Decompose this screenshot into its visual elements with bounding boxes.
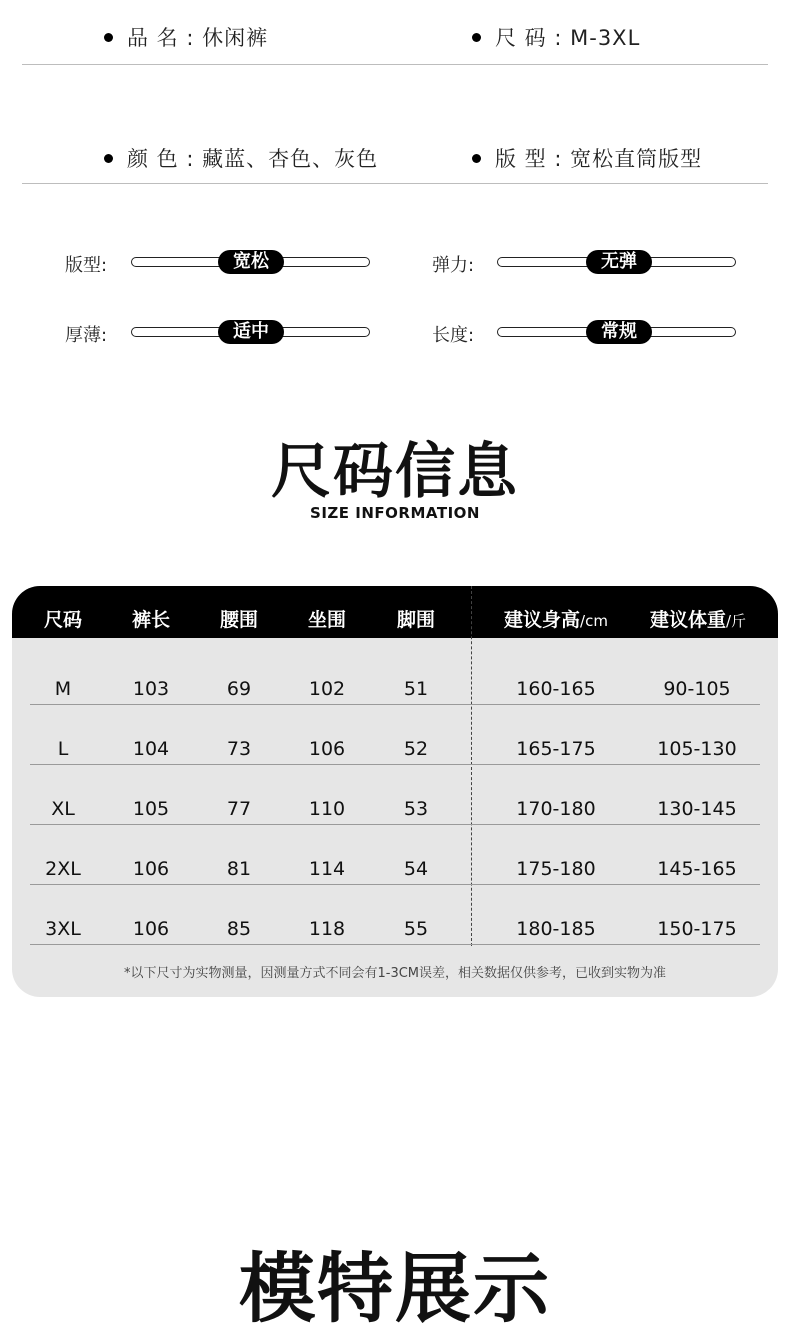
cell-size: L bbox=[57, 738, 69, 760]
bullet-dot-icon bbox=[472, 33, 481, 42]
attr-indicator-length: 常规 bbox=[586, 320, 652, 344]
cell-hip: 118 bbox=[308, 918, 346, 940]
attr-label-length: 长度: bbox=[432, 325, 475, 346]
row-divider bbox=[30, 944, 760, 945]
cell-height: 170-180 bbox=[516, 798, 596, 820]
info-item-fit: 版 型 : 宽松直筒版型 bbox=[472, 143, 702, 173]
cell-waist: 73 bbox=[226, 738, 252, 760]
size-section-title: 尺码信息 bbox=[271, 437, 519, 507]
cell-hip: 114 bbox=[308, 858, 346, 880]
divider bbox=[22, 64, 768, 65]
attr-indicator-thickness: 适中 bbox=[218, 320, 284, 344]
table-row bbox=[12, 765, 778, 825]
header-size: 尺码 bbox=[43, 609, 82, 631]
cell-hem: 53 bbox=[403, 798, 429, 820]
table-row bbox=[12, 705, 778, 765]
info-value: 休闲裤 bbox=[202, 26, 269, 50]
cell-waist: 85 bbox=[226, 918, 252, 940]
cell-hip: 110 bbox=[308, 798, 346, 820]
size-table bbox=[12, 586, 778, 997]
cell-weight: 150-175 bbox=[657, 918, 737, 940]
info-label: 颜 色 bbox=[127, 147, 179, 171]
cell-height: 165-175 bbox=[516, 738, 596, 760]
cell-hem: 52 bbox=[403, 738, 429, 760]
cell-waist: 81 bbox=[226, 858, 252, 880]
cell-length: 106 bbox=[132, 918, 170, 940]
info-item-size: 尺 码 : M-3XL bbox=[472, 22, 640, 52]
cell-length: 105 bbox=[132, 798, 170, 820]
size-table-header bbox=[12, 586, 778, 638]
size-section-subtitle: SIZE INFORMATION bbox=[310, 504, 480, 522]
cell-hip: 106 bbox=[308, 738, 346, 760]
cell-weight: 90-105 bbox=[663, 678, 731, 700]
info-item-color: 颜 色 : 藏蓝、杏色、灰色 bbox=[104, 143, 378, 173]
divider bbox=[22, 183, 768, 184]
info-label: 版 型 bbox=[495, 147, 547, 171]
cell-length: 104 bbox=[132, 738, 170, 760]
cell-waist: 77 bbox=[226, 798, 252, 820]
attr-indicator-elasticity: 无弹 bbox=[586, 250, 652, 274]
header-weight: 建议体重/斤 bbox=[649, 609, 747, 631]
cell-size: 2XL bbox=[45, 858, 81, 880]
info-value: 藏蓝、杏色、灰色 bbox=[202, 147, 379, 171]
bullet-dot-icon bbox=[104, 33, 113, 42]
info-value: 宽松直筒版型 bbox=[570, 147, 703, 171]
table-row bbox=[12, 825, 778, 885]
header-height: 建议身高/cm bbox=[504, 609, 608, 631]
header-waist: 腰围 bbox=[219, 609, 258, 631]
header-length: 裤长 bbox=[131, 609, 170, 631]
cell-size: 3XL bbox=[45, 918, 81, 940]
table-row bbox=[12, 645, 778, 705]
bullet-dot-icon bbox=[104, 154, 113, 163]
cell-length: 103 bbox=[132, 678, 170, 700]
attr-label-thickness: 厚薄: bbox=[65, 325, 108, 346]
cell-hem: 54 bbox=[403, 858, 429, 880]
cell-height: 175-180 bbox=[516, 858, 596, 880]
bullet-dot-icon bbox=[472, 154, 481, 163]
info-value: M-3XL bbox=[570, 26, 641, 50]
attr-label-fit: 版型: bbox=[65, 255, 108, 276]
cell-length: 106 bbox=[132, 858, 170, 880]
cell-height: 180-185 bbox=[516, 918, 596, 940]
header-hip: 坐围 bbox=[307, 609, 346, 631]
cell-waist: 69 bbox=[226, 678, 252, 700]
model-section-title: 模特展示 bbox=[239, 1244, 551, 1333]
info-label: 尺 码 bbox=[495, 26, 547, 50]
cell-weight: 130-145 bbox=[657, 798, 737, 820]
cell-hip: 102 bbox=[308, 678, 346, 700]
info-label: 品 名 bbox=[127, 26, 179, 50]
cell-hem: 51 bbox=[403, 678, 429, 700]
cell-weight: 145-165 bbox=[657, 858, 737, 880]
cell-size: M bbox=[54, 678, 72, 700]
attr-label-elasticity: 弹力: bbox=[432, 255, 475, 276]
attr-indicator-fit: 宽松 bbox=[218, 250, 284, 274]
header-hem: 脚围 bbox=[396, 609, 435, 631]
cell-weight: 105-130 bbox=[657, 738, 737, 760]
info-item-name: 品 名 : 休闲裤 bbox=[104, 22, 268, 52]
table-row bbox=[12, 885, 778, 945]
cell-size: XL bbox=[51, 798, 75, 820]
cell-height: 160-165 bbox=[516, 678, 596, 700]
cell-hem: 55 bbox=[403, 918, 429, 940]
size-table-note: *以下尺寸为实物测量，因测量方式不同会有1-3CM误差，相关数据仅供参考，已收到实物为准 bbox=[123, 966, 667, 981]
